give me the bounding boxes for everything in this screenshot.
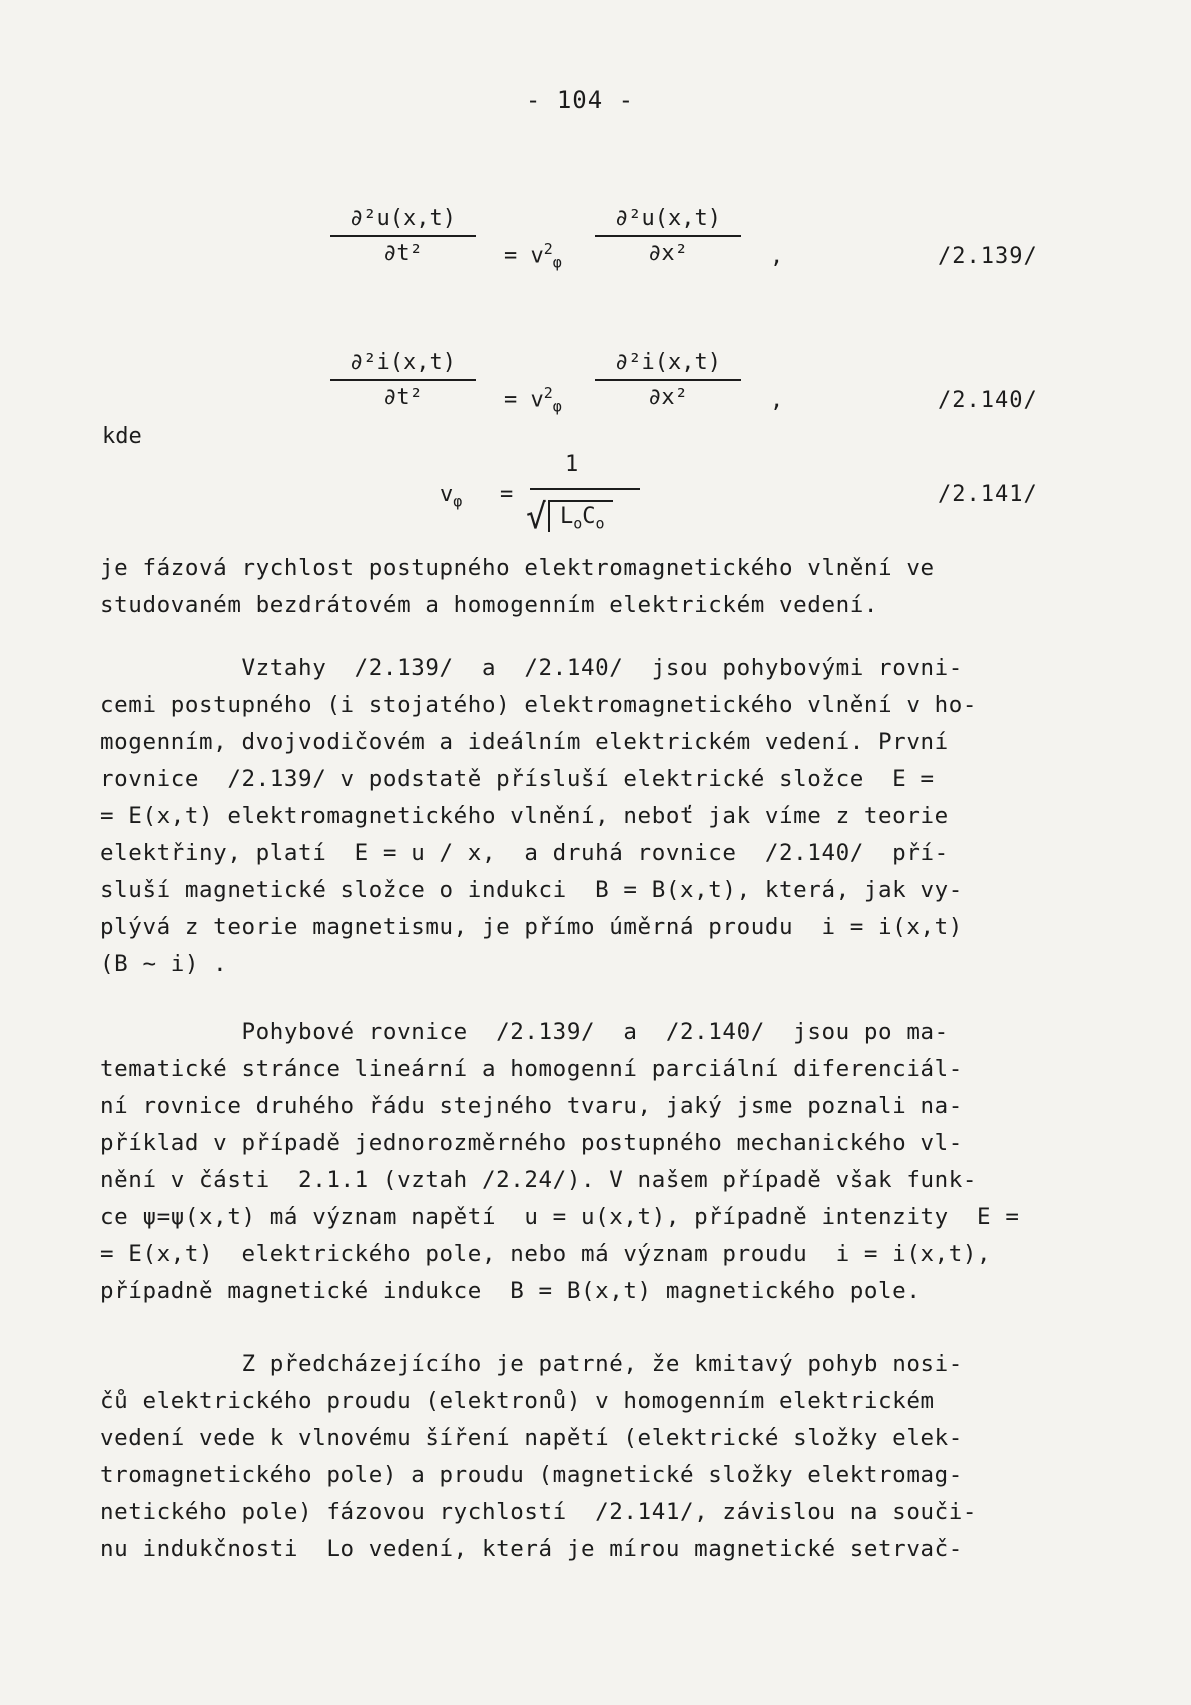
eq141-v-sub: φ — [453, 492, 463, 511]
eq141-numerator: 1 — [565, 452, 579, 477]
eq141-lhs — [440, 482, 462, 510]
eq141-v: v — [440, 482, 454, 507]
eq139-rhs-fraction — [595, 206, 741, 266]
sqrt-icon: √ — [526, 497, 547, 537]
eq140-coef-sub: φ — [552, 397, 562, 416]
eq140-rhs-fraction — [595, 350, 741, 410]
eq141-radicand — [548, 500, 613, 532]
paragraph-equations-of-motion: Vztahy /2.139/ a /2.140/ jsou pohybovými rovni- cemi postupného (i stojatého) elektromagnetického vlnění v ho- mogenním, dvojvodičovém a ideálním elektrickém vedení. První rovnice /2.139/ v podstatě přísluší elektrické složce E = = E(x,t) elektromagnetického vlnění, neboť jak víme z teorie elektřiny, platí E = u / x, a druhá rovnice /2.140/ pří- sluší magnetické složce o indukci B = B(x,t), která, jak vy- plývá z teorie magnetismu, je přímo úměrná proudu i = i(x,t) (B ~ i) . — [100, 655, 978, 977]
eq141-L-sub: o — [573, 514, 583, 533]
eq141-equals: = — [500, 482, 514, 507]
eq139-equals-coefficient — [504, 240, 562, 272]
equation-number-2-139: /2.139/ — [938, 244, 1038, 269]
eq139-lhs-numerator: ∂²u(x,t) — [350, 206, 456, 231]
eq139-rhs-numerator: ∂²u(x,t) — [615, 206, 721, 231]
paragraph-linear-homogeneous: Pohybové rovnice /2.139/ a /2.140/ jsou po ma- tematické stránce lineární a homogenní parciální diferenciál- ní rovnice druhého řádu stejného tvaru, jaký jsme poznali na- příklad v případě jednorozměrného postupného mechanického vl- nění v části 2.1.1 (vztah /2.24/). V našem případě však funk- ce ψ=ψ(x,t) má význam napětí u = u(x,t), případně intenzity E = = E(x,t) elektrického pole, nebo má význam proudu i = i(x,t), případně magnetické indukce B = B(x,t) magnetického pole. — [100, 1019, 1020, 1304]
eq140-equals: = v — [504, 387, 544, 413]
eq140-lhs-fraction — [330, 350, 476, 410]
eq139-coef-sup: 2 — [543, 240, 553, 258]
kde-label: kde — [102, 424, 142, 449]
eq139-lhs-denominator: ∂t² — [383, 241, 423, 266]
eq141-fraction-bar — [530, 488, 640, 490]
eq141-C: C — [582, 504, 596, 529]
eq141-L: L — [560, 504, 574, 529]
paragraph-wave-propagation: Z předcházejícího je patrné, že kmitavý pohyb nosi- čů elektrického proudu (elektronů) v homogenním elektrickém vedení vede k vlnovému šíření napětí (elektrické složky elek- tromagnetického pole) a proudu (magnetické složky elektromag- netického pole) fázovou rychlostí /2.141/, závislou na souči- nu indukčnosti Lo vedení, která je mírou magnetické setrvač- — [100, 1351, 978, 1562]
eq140-comma: , — [770, 388, 784, 413]
eq140-lhs-numerator: ∂²i(x,t) — [350, 350, 456, 375]
equation-number-2-141: /2.141/ — [938, 482, 1038, 507]
page-number: - 104 - — [525, 86, 635, 114]
eq139-lhs-fraction — [330, 206, 476, 266]
eq140-coef-sup: 2 — [543, 384, 553, 402]
eq139-equals: = v — [504, 243, 544, 269]
eq139-comma: , — [770, 244, 784, 269]
eq141-C-sub: o — [595, 514, 605, 533]
eq139-rhs-denominator: ∂x² — [648, 241, 688, 266]
equation-number-2-140: /2.140/ — [938, 388, 1038, 413]
eq139-coef-sub: φ — [552, 253, 562, 272]
eq140-lhs-denominator: ∂t² — [383, 385, 423, 410]
eq140-rhs-numerator: ∂²i(x,t) — [615, 350, 721, 375]
paragraph-phase-velocity: je fázová rychlost postupného elektromagnetického vlnění ve studovaném bezdrátovém a homogenním elektrickém vedení. — [100, 555, 935, 618]
eq140-rhs-denominator: ∂x² — [648, 385, 688, 410]
eq140-equals-coefficient — [504, 384, 562, 416]
